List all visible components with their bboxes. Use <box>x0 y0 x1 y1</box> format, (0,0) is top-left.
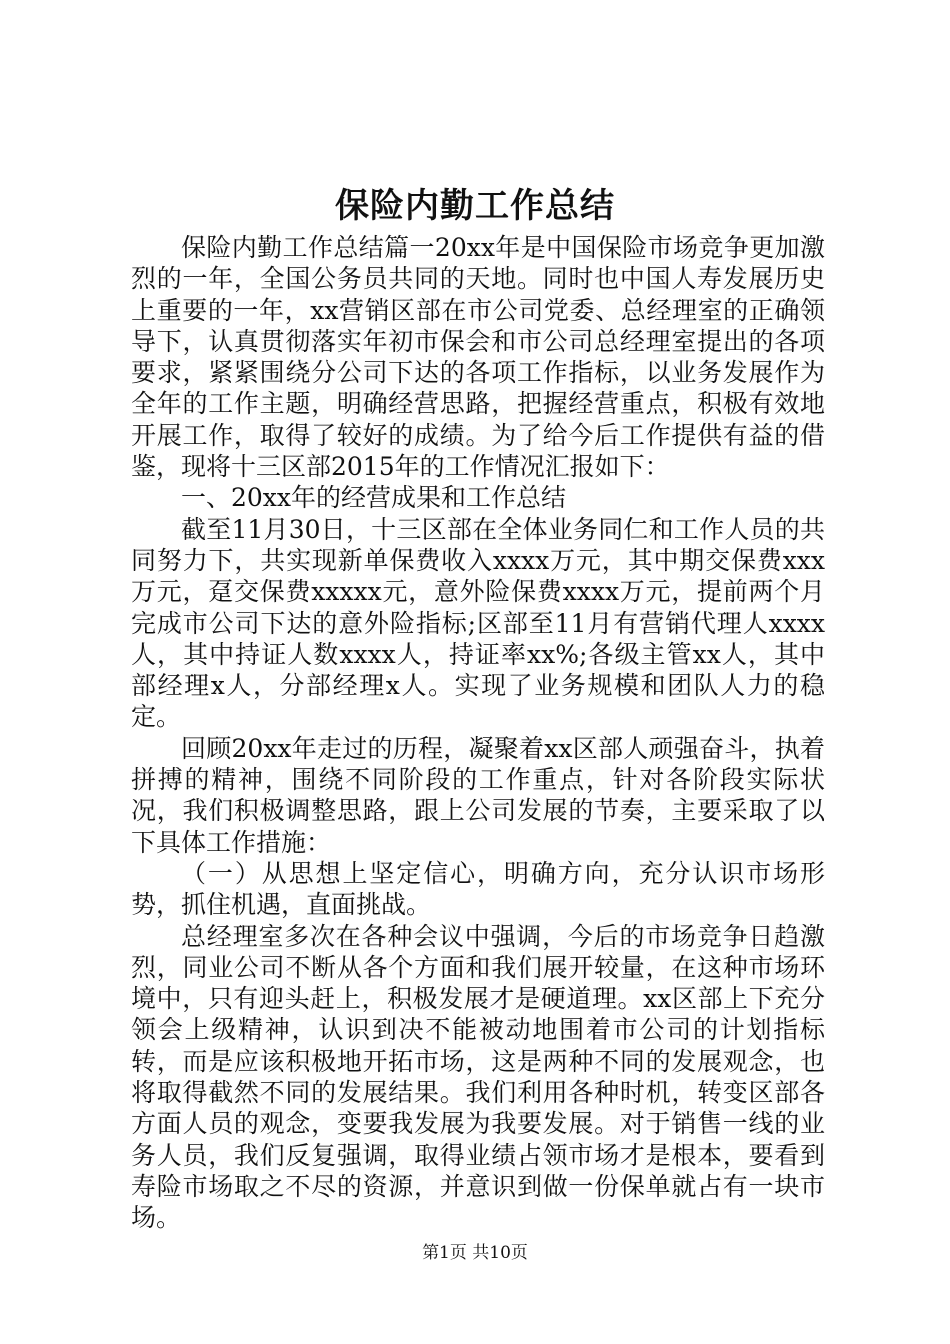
paragraph-intro: 保险内勤工作总结篇一20xx年是中国保险市场竞争更加激烈的一年，全国公务员共同的天地。同时也中国人寿发展历史上重要的一年，xx营销区部在市公司党委、总经理室的正确领导下，认真贯彻落实年初市保会和市公司总经理室提出的各项要求，紧紧围绕分公司下达的各项工作指标，以业务发展作为全年的工作主题，明确经营思路，把握经营重点，积极有效地开展工作，取得了较好的成绩。为了给今后工作提供有益的借鉴，现将十三区部2015年的工作情况汇报如下： <box>131 233 825 482</box>
document-title: 保险内勤工作总结 <box>335 186 615 226</box>
paragraph-results: 截至11月30日，十三区部在全体业务同仁和工作人员的共同努力下，共实现新单保费收入xxxx万元，其中期交保费xxx万元，趸交保费xxxxx元，意外险保费xxxx万元，提前两个月完成市公司下达的意外险指标;区部至11月有营销代理人xxxx人，其中持证人数xxxx人，持证率xx%;各级主管xx人，其中部经理x人，分部经理x人。实现了业务规模和团队人力的稳定。 <box>131 514 825 732</box>
page-number-footer: 第1页 共10页 <box>422 1243 528 1263</box>
section-heading-1: 一、20xx年的经营成果和工作总结 <box>181 483 567 513</box>
subsection-heading-1: （一）从思想上坚定信心，明确方向，充分认识市场形势，抓住机遇，直面挑战。 <box>131 858 825 920</box>
document-body <box>131 232 825 1234</box>
paragraph-management: 总经理室多次在各种会议中强调，今后的市场竞争日趋激烈，同业公司不断从各个方面和我们展开较量，在这种市场环境中，只有迎头赶上，积极发展才是硬道理。xx区部上下充分领会上级精神，认识到决不能被动地围着市公司的计划指标转，而是应该积极地开拓市场，这是两种不同的发展观念，也将取得截然不同的发展结果。我们利用各种时机，转变区部各方面人员的观念，变要我发展为我要发展。对于销售一线的业务人员，我们反复强调，取得业绩占领市场才是根本，要看到寿险市场取之不尽的资源，并意识到做一份保单就占有一块市场。 <box>131 921 825 1233</box>
paragraph-review: 回顾20xx年走过的历程，凝聚着xx区部人顽强奋斗，执着拼搏的精神，围绕不同阶段的工作重点，针对各阶段实际状况，我们积极调整思路，跟上公司发展的节奏，主要采取了以下具体工作措施： <box>131 733 825 857</box>
